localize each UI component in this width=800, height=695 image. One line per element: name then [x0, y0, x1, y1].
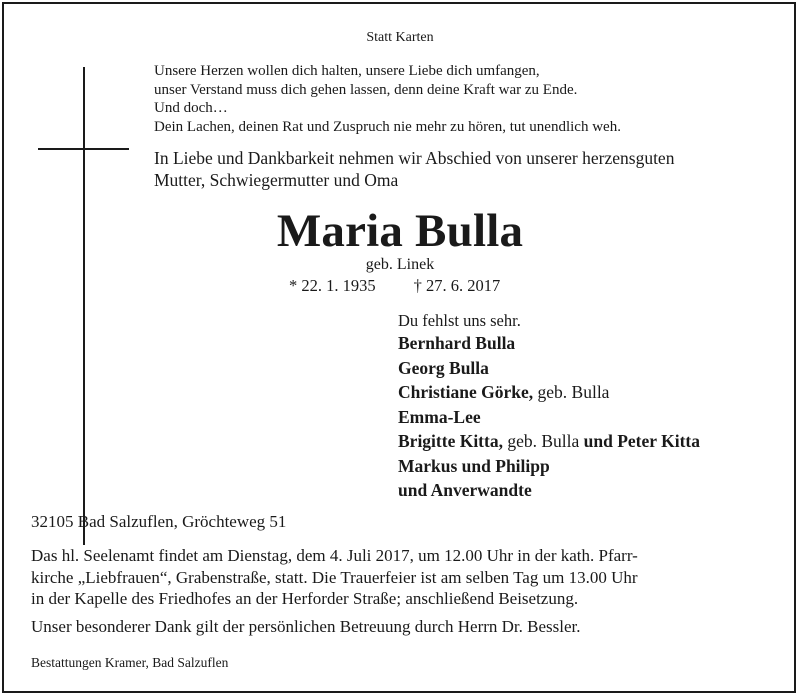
death-date: † 27. 6. 2017 [413, 276, 501, 295]
family-member: Georg Bulla [398, 357, 489, 378]
intro-line: Mutter, Schwiegermutter und Oma [154, 170, 399, 190]
service-info [31, 545, 638, 610]
poem-line: unser Verstand muss dich gehen lassen, denn deine Kraft war zu Ende. [154, 81, 578, 98]
cross-icon-crossbar [38, 148, 129, 150]
header-statt-karten: Statt Karten [366, 30, 434, 45]
deceased-name: Maria Bulla [276, 205, 524, 257]
family-member: Bernhard Bulla [398, 333, 516, 353]
life-dates [289, 276, 500, 296]
poem-line: Und doch… [154, 100, 228, 116]
family-list [398, 331, 700, 503]
poem [154, 62, 621, 136]
service-line: kirche „Liebfrauen“, Grabenstraße, statt. Die Trauerfeier ist am selben Tag um 13.00 Uhr [31, 567, 638, 587]
family-member: und Anverwandte [398, 480, 532, 500]
family-member [398, 429, 700, 454]
maiden-name: geb. Linek [365, 256, 435, 273]
family-member-maiden: geb. Bulla [533, 382, 610, 402]
family-member-name: Christiane Görke, [398, 382, 534, 402]
family-member-partner: und Peter Kitta [583, 431, 700, 451]
cross-icon [83, 67, 85, 545]
thanks-line: Unser besonderer Dank gilt der persönlichen Betreuung durch Herrn Dr. Bessler. [31, 617, 581, 636]
family-member: Markus und Philipp [398, 455, 550, 476]
poem-line: Dein Lachen, deinen Rat und Zuspruch nie mehr zu hören, tut unendlich weh. [154, 118, 621, 135]
family-member [398, 380, 700, 405]
intro-text [154, 147, 674, 191]
undertaker: Bestattungen Kramer, Bad Salzuflen [31, 655, 229, 670]
family-member-maiden: geb. Bulla [502, 431, 584, 451]
family-member-name: Brigitte Kitta, [398, 431, 503, 451]
address: 32105 Bad Salzuflen, Gröchteweg 51 [31, 512, 287, 531]
service-line: Das hl. Seelenamt findet am Dienstag, dem 4. Juli 2017, um 12.00 Uhr in der kath. Pfarr- [31, 546, 638, 565]
birth-date: * 22. 1. 1935 [289, 276, 376, 295]
missed-line: Du fehlst uns sehr. [398, 311, 521, 330]
intro-line: In Liebe und Dankbarkeit nehmen wir Abschied von unserer herzensguten [154, 148, 675, 168]
service-line: in der Kapelle des Friedhofes an der Herforder Straße; anschließend Beisetzung. [31, 589, 579, 608]
poem-line: Unsere Herzen wollen dich halten, unsere Liebe dich umfangen, [154, 63, 540, 79]
family-member: Emma-Lee [398, 406, 481, 427]
